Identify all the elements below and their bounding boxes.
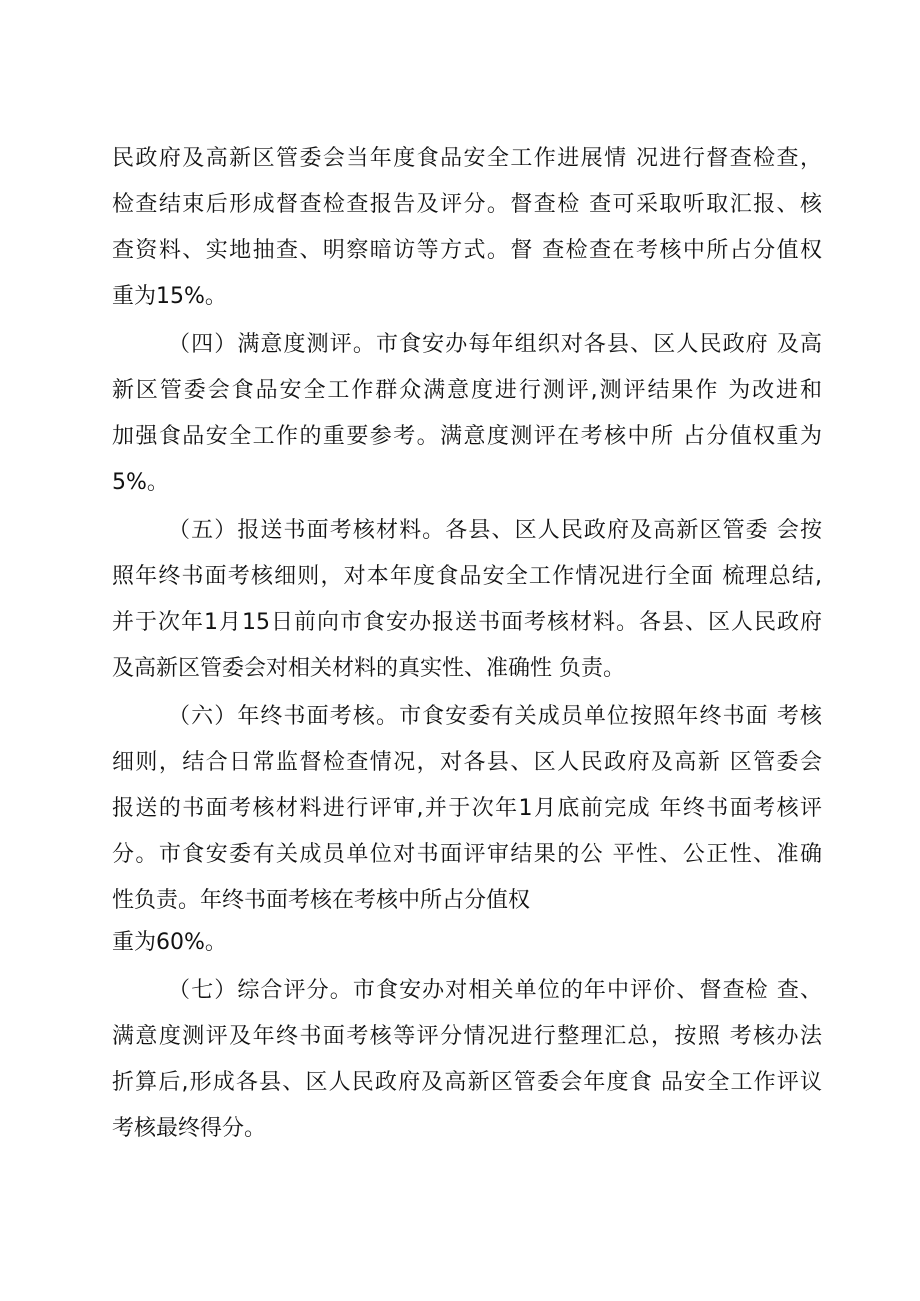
paragraph-line: 新区管委会食品安全工作群众满意度进行测评,测评结果作 为改进和 (112, 378, 822, 403)
section-seven-heading-line: （七）综合评分。市食安办对相关单位的年中评价、督查检 查、 (168, 978, 822, 1003)
paragraph-line: 报送的书面考核材料进行评审,并于次年1月底前完成 年终书面考核评 (112, 796, 822, 821)
paragraph-line: 并于次年1月15日前向市食安办报送书面考核材料。各县、区人民政府 (112, 610, 822, 635)
paragraph-line: 民政府及高新区管委会当年度食品安全工作进展情 况进行督查检查， (112, 146, 822, 171)
paragraph-line: 查资料、实地抽查、明察暗访等方式。督 查检查在考核中所占分值权 (112, 238, 822, 263)
paragraph-line: 重为60%。 (112, 930, 227, 955)
section-five-heading-line: （五）报送书面考核材料。各县、区人民政府及高新区管委 会按 (168, 518, 822, 543)
paragraph-line: 细则，结合日常监督检查情况，对各县、区人民政府及高新 区管委会 (112, 750, 822, 775)
section-six-heading-line: （六）年终书面考核。市食安委有关成员单位按照年终书面 考核 (168, 704, 822, 729)
section-four-heading-line: （四）满意度测评。市食安办每年组织对各县、区人民政府 及高 (168, 332, 822, 357)
paragraph-line: 重为15%。 (112, 284, 227, 309)
paragraph-line: 5%。 (112, 470, 169, 495)
paragraph-line: 加强食品安全工作的重要参考。满意度测评在考核中所 占分值权重为 (112, 424, 822, 449)
paragraph-line: 考核最终得分。 (112, 1116, 267, 1141)
paragraph-line: 照年终书面考核细则，对本年度食品安全工作情况进行全面 梳理总结, (112, 564, 822, 589)
paragraph-line: 满意度测评及年终书面考核等评分情况进行整理汇总，按照 考核办法 (112, 1024, 822, 1049)
paragraph-line: 检查结束后形成督查检查报告及评分。督查检 查可采取听取汇报、核 (112, 192, 822, 217)
paragraph-line: 折算后,形成各县、区人民政府及高新区管委会年度食 品安全工作评议 (112, 1070, 822, 1095)
paragraph-line: 分。市食安委有关成员单位对书面评审结果的公 平性、公正性、准确 (112, 842, 822, 867)
paragraph-line: 性负责。年终书面考核在考核中所占分值权 (112, 888, 531, 913)
paragraph-line: 及高新区管委会对相关材料的真实性、准确性 负责。 (112, 656, 625, 681)
